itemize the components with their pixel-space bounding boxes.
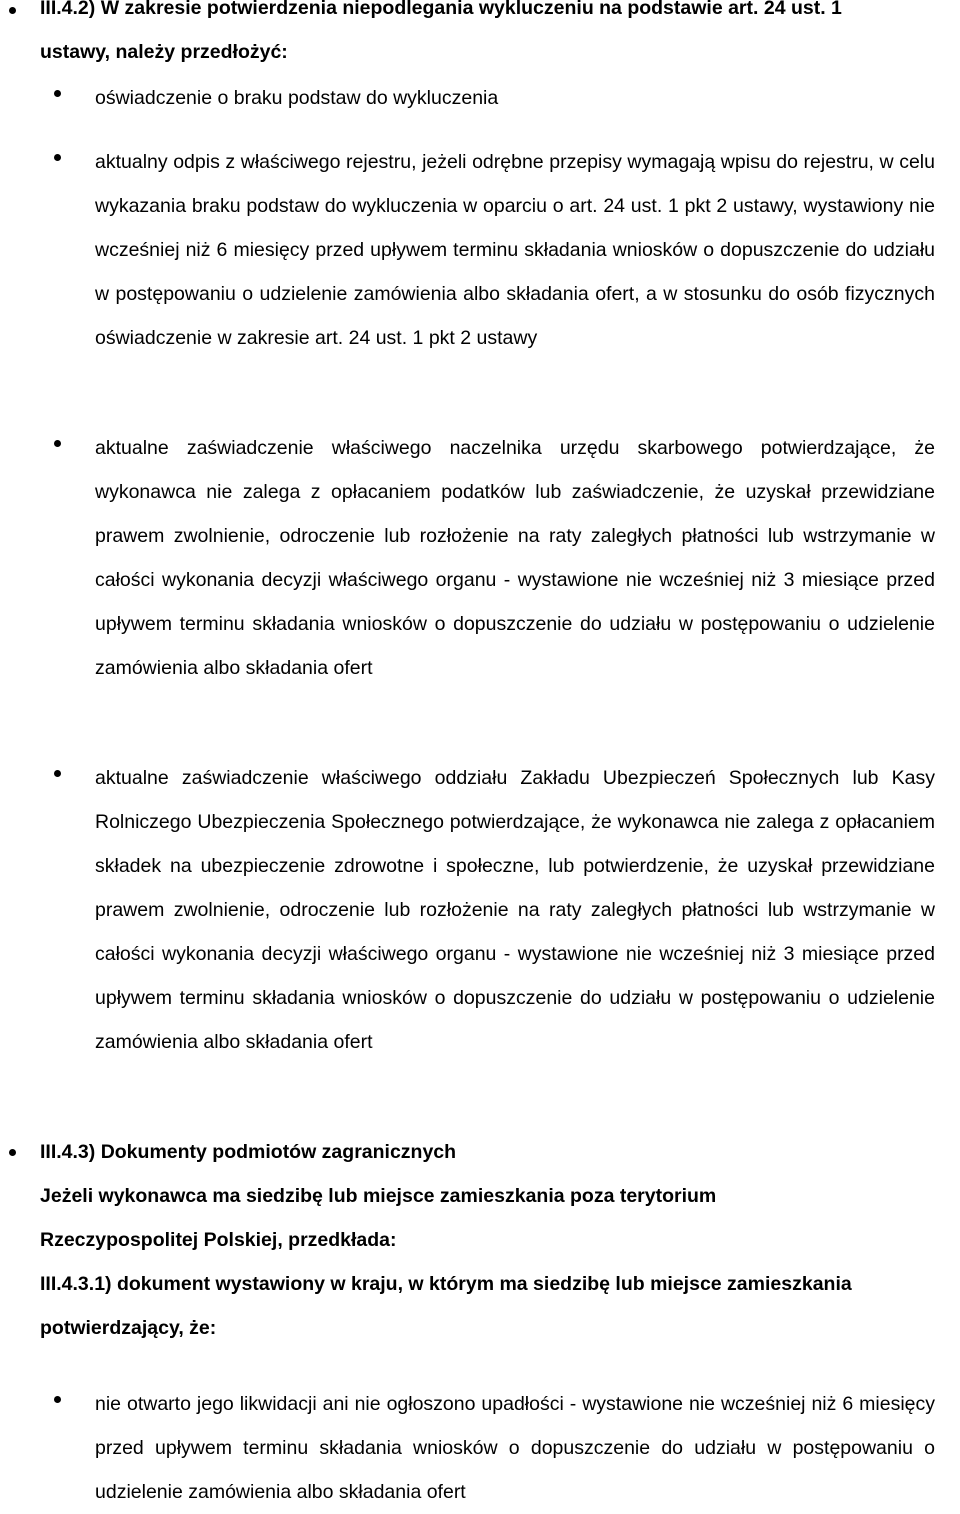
section-heading-line: potwierdzający, że:	[40, 1317, 217, 1339]
section-bullet	[9, 7, 16, 14]
section-heading-line: Rzeczypospolitej Polskiej, przedkłada:	[40, 1229, 397, 1251]
list-item-text: nie otwarto jego likwidacji ani nie ogłoszono upadłości - wystawione nie wcześniej niż 6 miesięcy przed upływem terminu składania wniosków o dopuszczenie do udziału w postępowaniu o udzielenie zamówienia albo składania ofert	[95, 1393, 935, 1503]
list-bullet	[54, 90, 61, 97]
list-item	[95, 1382, 935, 1514]
section-heading-line: III.4.3) Dokumenty podmiotów zagranicznych	[40, 1141, 457, 1163]
section-heading-line: ustawy, należy przedłożyć:	[40, 41, 288, 63]
list-item	[95, 140, 935, 360]
list-item	[95, 426, 935, 690]
section-heading-line: III.4.2) W zakresie potwierdzenia niepodlegania wykluczeniu na podstawie art. 24 ust. 1	[40, 0, 842, 19]
list-bullet	[54, 154, 61, 161]
list-bullet	[54, 440, 61, 447]
section-iii-4-3	[40, 1130, 960, 1350]
section-iii-4-2	[40, 0, 960, 74]
section-heading-line: III.4.3.1) dokument wystawiony w kraju, w którym ma siedzibę lub miejsce zamieszkania	[40, 1273, 852, 1295]
list-item	[95, 756, 935, 1064]
list-item-text: aktualny odpis z właściwego rejestru, jeżeli odrębne przepisy wymagają wpisu do rejestru, w celu wykazania braku podstaw do wykluczenia w oparciu o art. 24 ust. 1 pkt 2 ustawy, wystawiony nie wcześniej niż 6 miesięcy przed upływem terminu składania wniosków o dopuszczenie do udziału w postępowaniu o udzielenie zamówienia albo składania ofert, a w stosunku do osób fizycznych oświadczenie w zakresie art. 24 ust. 1 pkt 2 ustawy	[95, 151, 935, 349]
list-item	[95, 76, 935, 120]
list-item-text: oświadczenie o braku podstaw do wykluczenia	[95, 87, 499, 109]
list-bullet	[54, 770, 61, 777]
list-item-text: aktualne zaświadczenie właściwego oddziału Zakładu Ubezpieczeń Społecznych lub Kasy Rolniczego Ubezpieczenia Społecznego potwierdzające, że wykonawca nie zalega z opłacaniem składek na ubezpieczenie zdrowotne i społeczne, lub potwierdzenie, że uzyskał przewidziane prawem zwolnienie, odroczenie lub rozłożenie na raty zaległych płatności lub wstrzymanie w całości wykonania decyzji właściwego organu - wystawione nie wcześniej niż 3 miesiące przed upływem terminu składania wniosków o dopuszczenie do udziału w postępowaniu o udzielenie zamówienia albo składania ofert	[95, 767, 935, 1053]
section-bullet	[9, 1149, 16, 1156]
list-item-text: aktualne zaświadczenie właściwego naczelnika urzędu skarbowego potwierdzające, że wykonawca nie zalega z opłacaniem podatków lub zaświadczenie, że uzyskał przewidziane prawem zwolnienie, odroczenie lub rozłożenie na raty zaległych płatności lub wstrzymanie w całości wykonania decyzji właściwego organu - wystawione nie wcześniej niż 3 miesiące przed upływem terminu składania wniosków o dopuszczenie do udziału w postępowaniu o udzielenie zamówienia albo składania ofert	[95, 437, 935, 679]
list-bullet	[54, 1396, 61, 1403]
section-heading-line: Jeżeli wykonawca ma siedzibę lub miejsce zamieszkania poza terytorium	[40, 1185, 717, 1207]
